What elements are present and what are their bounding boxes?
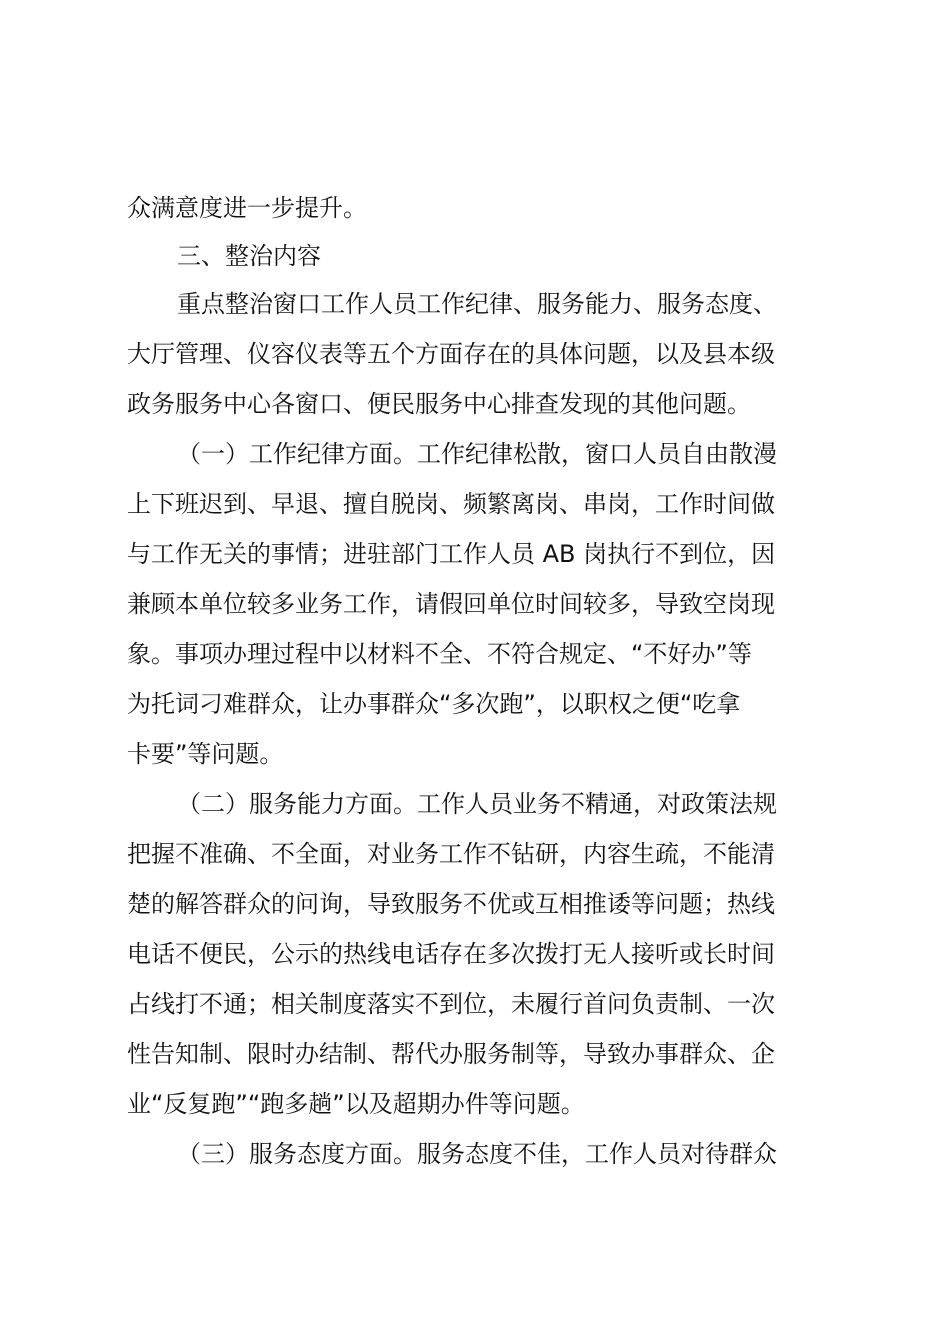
text-line: 业“反复跑”“跑多趟”以及超期办件等问题。 xyxy=(127,1090,585,1118)
text-line: 重点整治窗口工作人员工作纪律、服务能力、服务态度、 xyxy=(177,290,777,318)
text-line: 政务服务中心各窗口、便民服务中心排查发现的其他问题。 xyxy=(127,390,751,418)
text-line: 卡要”等问题。 xyxy=(127,740,284,768)
text-line: 电话不便民，公示的热线电话存在多次拨打无人接听或长时间 xyxy=(127,940,775,968)
text-line: 占线打不通；相关制度落实不到位，未履行首问负责制、一次 xyxy=(127,990,775,1018)
text-line: 象。事项办理过程中以材料不全、不符合规定、“不好办”等 xyxy=(127,640,752,668)
text-line: 把握不准确、不全面，对业务工作不钻研，内容生疏，不能清 xyxy=(127,840,775,868)
text-line: 大厅管理、仪容仪表等五个方面存在的具体问题，以及县本级 xyxy=(127,340,775,368)
text-line: 上下班迟到、早退、擅自脱岗、频繁离岗、串岗，工作时间做 xyxy=(127,490,775,518)
text-line: （一）工作纪律方面。工作纪律松散，窗口人员自由散漫 xyxy=(177,440,777,468)
text-line: 众满意度进一步提升。 xyxy=(127,194,367,222)
text-line: 与工作无关的事情；进驻部门工作人员 AB 岗执行不到位，因 xyxy=(127,540,776,568)
text-line: 兼顾本单位较多业务工作，请假回单位时间较多，导致空岗现 xyxy=(127,590,775,618)
text-line: （二）服务能力方面。工作人员业务不精通，对政策法规 xyxy=(177,790,777,818)
text-line: （三）服务态度方面。服务态度不佳，工作人员对待群众 xyxy=(177,1140,777,1168)
text-line: 性告知制、限时办结制、帮代办服务制等，导致办事群众、企 xyxy=(127,1040,775,1068)
section-heading: 三、整治内容 xyxy=(177,242,321,270)
text-line: 楚的解答群众的问询，导致服务不优或互相推诿等问题；热线 xyxy=(127,890,775,918)
text-line: 为托词刁难群众，让办事群众“多次跑”，以职权之便“吃拿 xyxy=(127,690,741,718)
